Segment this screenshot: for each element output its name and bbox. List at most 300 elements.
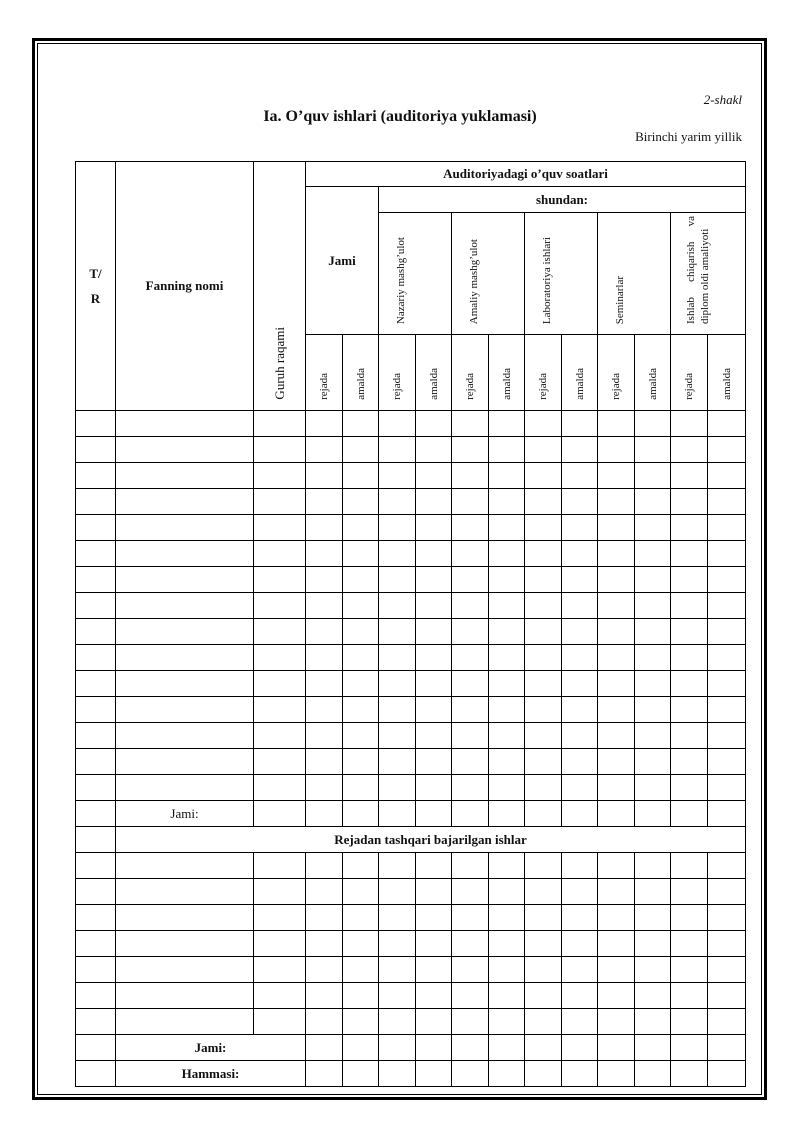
table-cell (635, 1061, 671, 1087)
table-cell (116, 463, 254, 489)
table-cell (306, 567, 343, 593)
table-cell (598, 723, 635, 749)
table-cell (708, 723, 746, 749)
form-number: 2-shakl (703, 92, 742, 107)
table-cell (635, 437, 671, 463)
table-row (76, 411, 746, 437)
table-cell (76, 437, 116, 463)
table-cell (379, 957, 416, 983)
table-cell (708, 463, 746, 489)
table-cell (416, 515, 452, 541)
table-cell (489, 463, 525, 489)
table-cell (489, 931, 525, 957)
tr-header (76, 162, 116, 411)
table-cell (379, 931, 416, 957)
table-cell (254, 853, 306, 879)
table-cell (598, 697, 635, 723)
table-cell (671, 437, 708, 463)
of-which-header: shundan: (379, 187, 746, 213)
actual-column-header (708, 335, 746, 411)
table-cell (254, 411, 306, 437)
table-row (76, 931, 746, 957)
table-cell (598, 749, 635, 775)
table-cell (116, 411, 254, 437)
table-cell (671, 697, 708, 723)
table-cell (254, 619, 306, 645)
production-header (671, 213, 746, 335)
table-cell (343, 801, 379, 827)
actual-label: amalda (427, 368, 440, 400)
table-cell (452, 697, 489, 723)
table-cell (452, 489, 489, 515)
table-cell (343, 957, 379, 983)
table-cell (635, 697, 671, 723)
table-cell (306, 801, 343, 827)
actual-label: amalda (500, 368, 513, 400)
table-row (76, 723, 746, 749)
table-cell (306, 723, 343, 749)
table-cell (76, 723, 116, 749)
table-cell (306, 541, 343, 567)
table-cell (489, 437, 525, 463)
table-cell (379, 983, 416, 1009)
table-cell (671, 905, 708, 931)
table-cell (635, 671, 671, 697)
table-cell (306, 853, 343, 879)
table-cell (76, 775, 116, 801)
table-cell (76, 1009, 116, 1035)
table-cell (708, 957, 746, 983)
table-cell (708, 879, 746, 905)
table-cell (116, 541, 254, 567)
actual-label: amalda (720, 368, 733, 400)
table-cell (489, 593, 525, 619)
table-cell (525, 1035, 562, 1061)
table-cell (489, 619, 525, 645)
table-cell (343, 515, 379, 541)
table-cell (452, 879, 489, 905)
table-cell (525, 749, 562, 775)
table-cell (708, 489, 746, 515)
table-cell (343, 749, 379, 775)
table-cell (671, 801, 708, 827)
table-cell (489, 853, 525, 879)
table-cell (306, 411, 343, 437)
table-cell (635, 463, 671, 489)
table-cell (708, 697, 746, 723)
practical-header (452, 213, 525, 335)
table-cell (635, 489, 671, 515)
table-cell (598, 1035, 635, 1061)
table-cell (306, 983, 343, 1009)
table-cell (598, 645, 635, 671)
table-row (76, 619, 746, 645)
table-cell (525, 489, 562, 515)
table-cell (76, 879, 116, 905)
table-cell (343, 671, 379, 697)
table-cell (306, 749, 343, 775)
table-row (76, 1009, 746, 1035)
main-total-label: Jami: (116, 801, 254, 827)
table-cell (116, 957, 254, 983)
table-cell (343, 489, 379, 515)
table-cell (525, 957, 562, 983)
table-cell (562, 723, 598, 749)
table-cell (343, 775, 379, 801)
table-cell (452, 515, 489, 541)
table-cell (254, 593, 306, 619)
table-cell (452, 541, 489, 567)
table-cell (708, 671, 746, 697)
table-cell (306, 775, 343, 801)
table-cell (635, 879, 671, 905)
table-cell (76, 645, 116, 671)
table-cell (635, 541, 671, 567)
group-number-header (254, 162, 306, 411)
table-cell (562, 515, 598, 541)
main-total-row (76, 801, 746, 827)
plan-column-header (671, 335, 708, 411)
table-cell (562, 957, 598, 983)
practical-header-text: Amaliy mashg’ulot (468, 238, 480, 324)
table-cell (671, 957, 708, 983)
actual-column-header (416, 335, 452, 411)
table-cell (708, 619, 746, 645)
table-cell (598, 671, 635, 697)
table-cell (254, 671, 306, 697)
table-cell (116, 983, 254, 1009)
table-row (76, 879, 746, 905)
table-cell (379, 1035, 416, 1061)
table-cell (562, 749, 598, 775)
table-cell (708, 853, 746, 879)
table-cell (489, 983, 525, 1009)
table-cell (525, 1009, 562, 1035)
table-cell (416, 983, 452, 1009)
table-cell (343, 645, 379, 671)
table-cell (562, 1061, 598, 1087)
table-cell (598, 775, 635, 801)
table-cell (671, 567, 708, 593)
actual-column-header (635, 335, 671, 411)
table-cell (379, 645, 416, 671)
table-cell (598, 437, 635, 463)
table-cell (416, 775, 452, 801)
table-cell (76, 853, 116, 879)
workload-table (75, 161, 746, 1087)
table-cell (598, 541, 635, 567)
table-cell (671, 1061, 708, 1087)
table-cell (452, 463, 489, 489)
table-cell (708, 515, 746, 541)
table-cell (76, 1061, 116, 1087)
table-cell (416, 1061, 452, 1087)
table-cell (76, 567, 116, 593)
table-cell (416, 697, 452, 723)
table-cell (635, 645, 671, 671)
table-cell (254, 645, 306, 671)
table-cell (671, 775, 708, 801)
table-cell (379, 541, 416, 567)
plan-label: rejada (537, 373, 549, 400)
table-cell (416, 671, 452, 697)
table-cell (379, 697, 416, 723)
table-cell (452, 593, 489, 619)
table-cell (76, 541, 116, 567)
table-cell (379, 489, 416, 515)
document-title: Ia. O’quv ishlari (auditoriya yuklamasi) (263, 108, 537, 125)
table-cell (671, 931, 708, 957)
extra-section-row (76, 827, 746, 853)
plan-label: rejada (391, 373, 403, 400)
table-cell (254, 697, 306, 723)
table-cell (306, 905, 343, 931)
table-cell (562, 931, 598, 957)
table-cell (416, 905, 452, 931)
table-cell (76, 827, 116, 853)
table-cell (671, 593, 708, 619)
actual-label: amalda (354, 368, 367, 400)
table-cell (598, 957, 635, 983)
plan-label: rejada (610, 373, 622, 400)
auditorium-hours-header: Auditoriyadagi o’quv soatlari (306, 162, 746, 187)
table-cell (452, 801, 489, 827)
table-cell (116, 437, 254, 463)
table-cell (254, 931, 306, 957)
table-cell (671, 853, 708, 879)
table-cell (525, 905, 562, 931)
plan-label: rejada (318, 373, 330, 400)
table-cell (708, 983, 746, 1009)
table-cell (416, 749, 452, 775)
table-cell (306, 437, 343, 463)
table-cell (76, 515, 116, 541)
table-cell (254, 437, 306, 463)
table-cell (708, 931, 746, 957)
table-cell (254, 541, 306, 567)
table-cell (708, 1061, 746, 1087)
table-row (76, 515, 746, 541)
table-cell (489, 749, 525, 775)
table-cell (598, 853, 635, 879)
table-cell (708, 749, 746, 775)
plan-column-header (379, 335, 416, 411)
table-cell (76, 905, 116, 931)
table-cell (489, 957, 525, 983)
table-cell (452, 1009, 489, 1035)
table-cell (489, 645, 525, 671)
table-cell (416, 593, 452, 619)
table-cell (708, 541, 746, 567)
table-cell (598, 905, 635, 931)
table-cell (254, 567, 306, 593)
table-cell (379, 905, 416, 931)
table-cell (671, 411, 708, 437)
table-cell (635, 567, 671, 593)
table-row (76, 983, 746, 1009)
table-cell (116, 723, 254, 749)
table-cell (76, 957, 116, 983)
table-cell (562, 905, 598, 931)
table-cell (525, 619, 562, 645)
plan-column-header (525, 335, 562, 411)
table-cell (525, 853, 562, 879)
table-cell (598, 593, 635, 619)
table-cell (671, 541, 708, 567)
table-cell (708, 905, 746, 931)
table-cell (452, 567, 489, 593)
table-row (76, 437, 746, 463)
table-cell (525, 801, 562, 827)
table-cell (598, 983, 635, 1009)
table-cell (116, 1009, 254, 1035)
table-cell (525, 567, 562, 593)
table-cell (489, 801, 525, 827)
table-cell (379, 515, 416, 541)
table-cell (416, 567, 452, 593)
table-cell (562, 645, 598, 671)
table-cell (76, 671, 116, 697)
plan-label: rejada (683, 373, 695, 400)
table-cell (525, 411, 562, 437)
table-cell (452, 905, 489, 931)
table-cell (254, 515, 306, 541)
table-cell (452, 437, 489, 463)
table-cell (525, 645, 562, 671)
table-cell (343, 1035, 379, 1061)
table-cell (452, 1061, 489, 1087)
table-cell (598, 931, 635, 957)
table-cell (562, 463, 598, 489)
table-cell (489, 671, 525, 697)
table-cell (525, 1061, 562, 1087)
table-cell (416, 463, 452, 489)
table-cell (343, 463, 379, 489)
table-cell (379, 1009, 416, 1035)
table-cell (671, 645, 708, 671)
table-cell (562, 1035, 598, 1061)
table-cell (343, 541, 379, 567)
table-row (76, 593, 746, 619)
table-cell (306, 931, 343, 957)
table-cell (598, 801, 635, 827)
table-cell (562, 593, 598, 619)
table-cell (416, 801, 452, 827)
table-cell (306, 619, 343, 645)
table-cell (306, 593, 343, 619)
table-cell (562, 801, 598, 827)
table-cell (598, 619, 635, 645)
table-cell (254, 463, 306, 489)
table-cell (525, 463, 562, 489)
plan-column-header (598, 335, 635, 411)
table-cell (452, 749, 489, 775)
table-cell (671, 1009, 708, 1035)
table-cell (525, 697, 562, 723)
table-cell (562, 437, 598, 463)
table-cell (379, 411, 416, 437)
table-cell (525, 931, 562, 957)
table-cell (708, 567, 746, 593)
table-cell (306, 463, 343, 489)
table-cell (343, 853, 379, 879)
extra-total-row (76, 1035, 746, 1061)
lecture-header (379, 213, 452, 335)
table-cell (708, 645, 746, 671)
table-cell (416, 1035, 452, 1061)
table-cell (635, 515, 671, 541)
table-cell (708, 411, 746, 437)
table-cell (254, 1009, 306, 1035)
table-cell (416, 619, 452, 645)
table-cell (379, 853, 416, 879)
table-cell (562, 567, 598, 593)
table-cell (254, 983, 306, 1009)
table-cell (306, 1035, 343, 1061)
table-cell (416, 411, 452, 437)
table-cell (116, 775, 254, 801)
table-cell (116, 567, 254, 593)
table-cell (562, 541, 598, 567)
table-cell (562, 1009, 598, 1035)
table-cell (116, 905, 254, 931)
table-cell (306, 671, 343, 697)
table-cell (343, 723, 379, 749)
table-row (76, 905, 746, 931)
plan-column-header (452, 335, 489, 411)
table-cell (489, 879, 525, 905)
table-cell (708, 775, 746, 801)
table-cell (635, 1009, 671, 1035)
actual-column-header (489, 335, 525, 411)
table-cell (343, 697, 379, 723)
table-cell (598, 1009, 635, 1035)
table-cell (598, 567, 635, 593)
table-cell (525, 983, 562, 1009)
table-cell (452, 957, 489, 983)
table-row (76, 541, 746, 567)
table-cell (343, 619, 379, 645)
table-cell (416, 957, 452, 983)
table-cell (708, 801, 746, 827)
table-cell (306, 515, 343, 541)
table-cell (525, 437, 562, 463)
table-cell (306, 489, 343, 515)
semester-label: Birinchi yarim yillik (635, 129, 742, 144)
table-cell (306, 697, 343, 723)
table-cell (635, 905, 671, 931)
table-cell (489, 515, 525, 541)
table-cell (635, 957, 671, 983)
table-cell (489, 489, 525, 515)
table-cell (76, 463, 116, 489)
table-cell (635, 1035, 671, 1061)
table-cell (635, 983, 671, 1009)
table-cell (489, 411, 525, 437)
seminar-header (598, 213, 671, 335)
table-cell (76, 411, 116, 437)
table-cell (379, 671, 416, 697)
actual-column-header (562, 335, 598, 411)
table-row (76, 957, 746, 983)
table-cell (116, 489, 254, 515)
table-cell (343, 1061, 379, 1087)
table-cell (635, 749, 671, 775)
table-cell (343, 905, 379, 931)
table-cell (343, 567, 379, 593)
table-cell (598, 411, 635, 437)
table-cell (76, 489, 116, 515)
